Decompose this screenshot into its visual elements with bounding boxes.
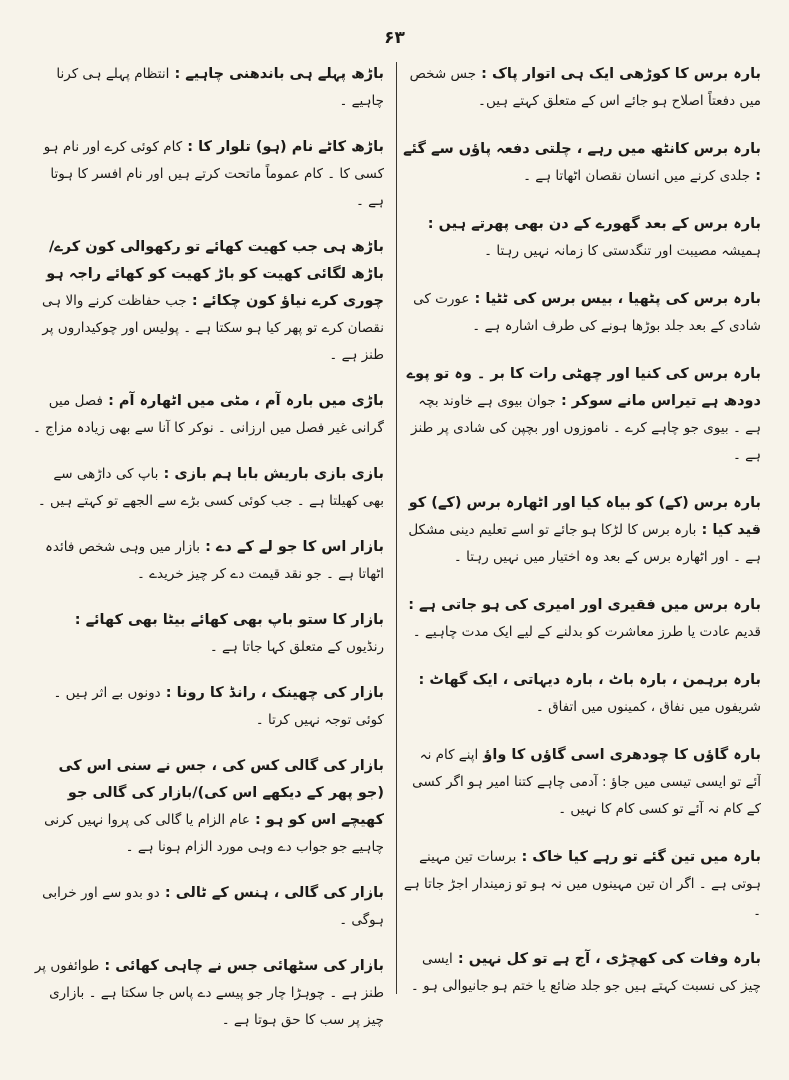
- column-divider: [396, 62, 397, 994]
- proverb-headword: بارہ برس کی کنیا اور چھٹی رات کا بر ۔ وہ تو پوے دودھ ہے تیراس مانے سوکر :: [406, 366, 761, 409]
- proverb-headword: بازی بازی باریش بابا ہم بازی :: [163, 466, 384, 482]
- proverb-entry: [32, 879, 384, 933]
- proverb-entry: [32, 533, 384, 587]
- proverb-headword: بارہ وفات کی کھچڑی ، آج ہے تو کل نہیں :: [457, 951, 761, 967]
- proverb-entry: [403, 489, 761, 570]
- proverb-definition: دونوں بے اثر ہیں ۔ کوئی توجہ نہیں کرتا ۔: [53, 685, 384, 728]
- proverb-entry: [403, 285, 761, 339]
- left-column: [32, 60, 384, 1044]
- proverb-headword: بارہ برہمن ، بارہ باٹ ، بارہ دیہاتی ، ایک گھاٹ :: [418, 672, 761, 688]
- proverb-entry: [403, 591, 761, 645]
- proverb-headword: بازار کی گالی کس کی ، جس نے سنی اس کی (جو پھر کے دیکھے اس کی)/بازار کی گالی جو کھیچے اس کو ہو :: [58, 758, 384, 828]
- proverb-entry: [32, 952, 384, 1033]
- proverb-headword: بارہ برس کی پٹھیا ، بیس برس کی ٹٹیا :: [474, 291, 761, 307]
- proverb-headword: بازار کی سٹھائی جس نے چاہی کھائی :: [104, 958, 384, 974]
- proverb-definition: جب حفاظت کرنے والا ہی نقصان کرے تو پھر کیا ہو سکتا ہے ۔ پولیس اور چوکیداروں پر طنز ہے ۔: [42, 293, 384, 363]
- proverb-headword: بازار کی گالی ، ہنس کے ٹالی :: [164, 885, 384, 901]
- proverb-headword: باڑھ پہلے ہی باندھنی چاہیے :: [174, 66, 384, 82]
- proverb-definition: بارہ برس کا لڑکا ہو جائے تو اسے تعلیم دینی مشکل ہے ۔ اور اٹھارہ برس کے بعد وہ اختیار میں نہیں رہتا ۔: [408, 522, 761, 565]
- proverb-headword: بازار اس کا جو لے کے دے :: [205, 539, 384, 555]
- proverb-entry: [403, 135, 761, 189]
- proverb-definition: بازار میں وہی شخص فائدہ اٹھاتا ہے ۔ جو نقد قیمت دے کر چیز خریدے ۔: [45, 539, 384, 582]
- proverb-entry: [403, 360, 761, 468]
- proverb-headword: بازار کی چھینک ، رانڈ کا رونا :: [165, 685, 384, 701]
- proverb-headword: بازار کا ستو باپ بھی کھائے بیٹا بھی کھائے :: [74, 612, 384, 628]
- page-number: ۶۳: [384, 28, 405, 48]
- proverb-entry: [32, 606, 384, 660]
- proverb-headword: بارہ برس کانٹھ میں رہے ، چلتی دفعہ پاؤں سے گئے :: [403, 141, 761, 184]
- proverb-headword: بارہ برس کے بعد گھورے کے دن بھی پھرتے ہیں :: [427, 216, 761, 232]
- proverb-definition: جس شخص میں دفعتاً اصلاح ہو جائے اس کے متعلق کہتے ہیں۔: [409, 66, 761, 109]
- proverb-headword: باڑھ کاٹے نام (ہو) تلوار کا :: [187, 139, 384, 155]
- proverb-definition: طوائفوں پر طنز ہے ۔ چوہڑا چار جو پیسے دے پاس جا سکتا ہے ۔ بازاری چیز پر سب کا حق ہوتا ہے ۔: [34, 958, 384, 1028]
- proverb-definition: کام کوئی کرے اور نام ہو کسی کا ۔ کام عموماً ماتحت کرتے ہیں اور نام افسر کا ہوتا ہے ۔: [43, 139, 384, 209]
- proverb-headword: بارہ میں تین گئے تو رہے کیا خاک :: [521, 849, 761, 865]
- proverb-definition: اپنے کام نہ آئے تو ایسی تیسی میں جاؤ : آدمی چاہے کتنا امیر ہو اگر کسی کے کام نہ آئے تو کسی کام کا نہیں ۔: [412, 747, 761, 817]
- right-column: [403, 60, 761, 1044]
- proverb-definition: عام الزام یا گالی کی پروا نہیں کرنی چاہیے جو جواب دے وہی مورد الزام ہونا ہے ۔: [44, 812, 384, 855]
- proverb-entry: [403, 945, 761, 999]
- proverb-definition: دو بدو سے اور خرابی ہوگی ۔: [42, 885, 384, 928]
- proverb-definition: جلدی کرنے میں انسان نقصان اٹھاتا ہے ۔: [523, 168, 751, 184]
- proverb-entry: [32, 460, 384, 514]
- proverb-definition: انتظام پہلے ہی کرنا چاہیے ۔: [56, 66, 384, 109]
- proverb-definition: باپ کی داڑھی سے بھی کھیلتا ہے ۔ جب کوئی کسی بڑے سے الجھے تو کہتے ہیں ۔: [37, 466, 384, 509]
- proverb-entry: [32, 133, 384, 214]
- proverb-headword: باڑی میں بارہ آم ، مٹی میں اٹھارہ آم :: [108, 393, 384, 409]
- proverb-definition: جوان بیوی ہے خاوند بچہ ہے ۔ بیوی جو چاہے کرے ۔ ناموزوں اور بچپن کی شادی پر طنز ہے ۔: [411, 393, 761, 463]
- proverb-entry: [32, 233, 384, 368]
- proverb-entry: [403, 666, 761, 720]
- proverb-entry: [32, 752, 384, 860]
- proverb-entry: [32, 679, 384, 733]
- proverb-definition: فصل میں گرانی غیر فصل میں ارزانی ۔ نوکر کا آنا سے بھی زیادہ مزاج ۔: [32, 393, 384, 436]
- proverb-entry: [32, 387, 384, 441]
- proverb-definition: ہمیشہ مصیبت اور تنگدستی کا زمانہ نہیں رہتا ۔: [484, 243, 761, 259]
- proverb-entry: [403, 741, 761, 822]
- proverb-definition: برسات تین مہینے ہوتی ہے ۔ اگر ان تین مہینوں میں نہ ہو تو زمیندار اجڑ جاتا ہے ۔: [403, 849, 761, 919]
- proverb-entry: [32, 60, 384, 114]
- proverb-entry: [403, 210, 761, 264]
- proverb-definition: قدیم عادت یا طرز معاشرت کو بدلنے کے لیے ایک مدت چاہیے ۔: [412, 624, 761, 640]
- proverb-definition: ایسی چیز کی نسبت کہتے ہیں جو جلد ضائع یا ختم ہو جانیوالی ہو ۔: [410, 951, 761, 994]
- proverb-headword: بارہ برس کا کوڑھی ایک ہی اتوار پاک :: [481, 66, 761, 82]
- proverb-definition: رنڈیوں کے متعلق کہا جاتا ہے ۔: [209, 639, 384, 655]
- proverb-definition: شریفوں میں نفاق ، کمینوں میں اتفاق ۔: [535, 699, 761, 715]
- proverb-definition: عورت کی شادی کے بعد جلد بوڑھا ہونے کی طرف اشارہ ہے ۔: [413, 291, 761, 334]
- proverb-headword: باڑھ ہی جب کھیت کھائے تو رکھوالی کون کرے/ باڑھ لگائی کھیت کو باڑ کھیت کو کھائے راجہ ہو چوری کرے نیاؤ کون چکائے :: [46, 239, 384, 309]
- proverb-entry: [403, 843, 761, 924]
- proverb-headword: بارہ برس میں فقیری اور امیری کی ہو جاتی ہے :: [408, 597, 761, 613]
- proverb-headword: بارہ گاؤں کا چودھری اسی گاؤں کا واؤ: [483, 747, 761, 763]
- proverb-entry: [403, 60, 761, 114]
- proverb-headword: بارہ برس (کے) کو بیاہ کیا اور اٹھارہ برس (کے) کو قید کیا :: [408, 495, 761, 538]
